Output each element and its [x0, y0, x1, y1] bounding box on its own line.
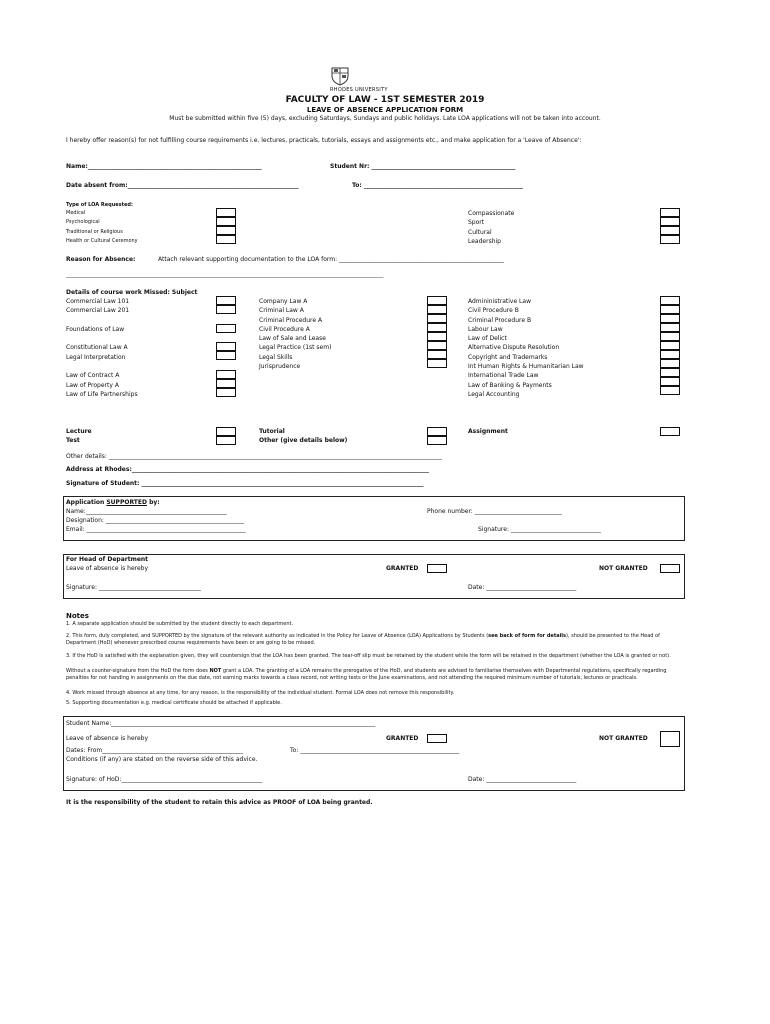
loa-type-option: Health or Cultural Ceremony [66, 237, 138, 244]
loa-type-heading: Type of LOA Requested: [66, 202, 133, 208]
col3-checkbox[interactable] [660, 377, 680, 386]
intro-statement: I hereby offer reason(s) for not fulfilling course requirements i.e. lectures, practicals, tutorials, essays and assignments etc., and make application for a 'Leave of Absence': [66, 137, 582, 144]
course-item: Law of Delict [468, 335, 507, 343]
assignment-label: Assignment [468, 428, 508, 435]
col2-checkbox[interactable] [427, 323, 447, 332]
loa-type-option: Compassionate [468, 210, 515, 217]
course-item [66, 316, 138, 325]
loa-cultural-checkbox[interactable] [660, 226, 680, 235]
university-name: RHODES UNIVERSITY [330, 87, 388, 93]
course-item: Legal Accounting [468, 390, 520, 398]
col1-checkbox[interactable] [216, 379, 236, 388]
slip-leave-label: Leave of absence is hereby [66, 735, 149, 742]
support-label-pre: Application [66, 499, 107, 506]
other-label: Other (give details below) [259, 437, 348, 444]
col2-checkbox[interactable] [427, 305, 447, 314]
course-item [66, 362, 138, 371]
loa-psychological-checkbox[interactable] [216, 217, 236, 226]
col1-checkbox[interactable] [216, 324, 236, 333]
note-3b-text-a: Without a counter-signature from the HoD the form does [66, 668, 210, 674]
col2-checkbox[interactable] [427, 341, 447, 350]
course-item: Commercial Law 201 [66, 307, 130, 315]
lecture-label: Lecture [66, 428, 92, 435]
reason-label: Reason for Absence: [66, 256, 136, 263]
course-item: Legal Interpretation [66, 353, 126, 361]
col2-checkbox[interactable] [427, 332, 447, 341]
slip-hod-signature-field[interactable]: Signature: of HoD:_______________________________________________ [66, 776, 263, 783]
courses-heading: Details of course work Missed: Subject [66, 289, 198, 296]
slip-granted-checkbox[interactable] [427, 734, 447, 743]
support-label-post: by: [146, 499, 160, 506]
course-item [66, 334, 138, 343]
hod-leave-label: Leave of absence is hereby [66, 565, 149, 572]
support-heading [66, 499, 160, 506]
course-item: Criminal Law A [259, 307, 304, 315]
col3-checkbox[interactable] [660, 305, 680, 314]
loa-type-option: Leadership [468, 237, 501, 245]
note-3: 3. If the HoD is satisfied with the explanation given, they will countersign that the LOA has been granted. The tear-off slip must be retained by the student while the form will be retained in the department (whether the LOA is granted or not). [66, 653, 671, 659]
col3-checkbox[interactable] [660, 350, 680, 359]
note-2 [66, 633, 686, 647]
hod-signature-field[interactable]: Signature: __________________________________ [66, 584, 201, 591]
courses-col2 [259, 297, 331, 371]
col2-checkbox[interactable] [427, 296, 447, 305]
name-field[interactable]: Name:__________________________________________________________ [66, 163, 262, 170]
support-signature-field[interactable]: Signature: ______________________________ [478, 526, 601, 533]
slip-conditions-note: Conditions (if any) are stated on the reverse side of this advice. [66, 756, 258, 763]
col3-checkbox[interactable] [660, 341, 680, 350]
slip-dates-to-field[interactable]: To: _____________________________________________________ [290, 747, 460, 754]
course-item: Int Human Rights & Humanitarian Law [468, 363, 584, 371]
loa-compassionate-checkbox[interactable] [660, 208, 680, 217]
loa-type-option: Cultural [468, 228, 492, 236]
col2-checkbox[interactable] [427, 350, 447, 359]
note-3b [66, 668, 686, 682]
col1-checkbox[interactable] [216, 305, 236, 314]
note-5: 5. Supporting documentation e.g. medical certificate should be attached if applicable. [66, 700, 282, 706]
course-item: Company Law A [259, 298, 308, 305]
col3-checkbox[interactable] [660, 332, 680, 341]
hod-date-field[interactable]: Date: ______________________________ [468, 584, 577, 591]
hod-not-granted-label: NOT GRANTED [599, 565, 648, 572]
course-item: Law of Life Partnerships [66, 390, 138, 398]
support-label-supported: SUPPORTED [106, 499, 147, 506]
date-absent-from-field[interactable]: Date absent from:_________________________________________________________ [66, 182, 299, 189]
course-item: Constitutional Law A [66, 344, 128, 352]
support-designation-field[interactable]: Designation: ______________________________________________ [66, 517, 244, 524]
course-item: Law of Sale and Lease [259, 335, 326, 343]
form-title: FACULTY OF LAW - 1ST SEMESTER 2019 [285, 95, 485, 105]
slip-dates-from-field[interactable]: Dates: From_______________________________________________ [66, 747, 244, 754]
submission-note: Must be submitted within five (5) days, excluding Saturdays, Sundays and public holidays. Late LOA applications will not be taken into account. [169, 115, 601, 122]
loa-type-left-list [66, 209, 138, 246]
col3-checkbox[interactable] [660, 323, 680, 332]
course-item: International Trade Law [468, 372, 539, 380]
student-nr-field[interactable]: Student Nr: ________________________________________________ [330, 163, 516, 170]
tutorial-checkbox[interactable] [427, 427, 447, 436]
loa-leadership-checkbox[interactable] [660, 235, 680, 244]
student-signature-field[interactable]: Signature of Student: ______________________________________________________________________________________________ [66, 480, 424, 487]
loa-health-checkbox[interactable] [216, 235, 236, 244]
slip-student-name-field[interactable]: Student Name:________________________________________________________________________________________ [66, 720, 376, 727]
hod-heading: For Head of Department [66, 556, 149, 563]
course-item: Legal Practice (1st sem) [259, 344, 332, 352]
col1-checkbox[interactable] [216, 388, 236, 397]
date-absent-to-field[interactable]: To: _____________________________________________________ [352, 182, 523, 189]
support-email-field[interactable]: Email: _____________________________________________________ [66, 526, 246, 533]
course-item: Law of Banking & Payments [468, 381, 552, 389]
slip-granted-label: GRANTED [386, 735, 419, 742]
hod-section [63, 554, 685, 599]
tutorial-label: Tutorial [259, 428, 285, 435]
assignment-checkbox[interactable] [660, 427, 680, 436]
col1-checkbox[interactable] [216, 370, 236, 379]
note-3b-text-b: grant a LOA. The granting of a LOA remains the prerogative of the HoD, and students are advised to familiarise themselves with Departmental regulations, specifically regarding penalties for not handing in assignments on the due date, not earning marks towards a class record, not writing tests or the June examinations, and not attending the required minimum number of tutorials, lectures or practicals. [66, 668, 667, 681]
hod-not-granted-checkbox[interactable] [660, 564, 680, 573]
note-2-text-c: ), should be presented to the Head of Department (HoD) whenever prescribed course requirements have been or are going to be missed. [66, 633, 660, 646]
col2-checkbox[interactable] [427, 314, 447, 323]
loa-type-option: Sport [468, 219, 485, 227]
loa-type-option: Traditional or Religious [66, 228, 123, 235]
courses-col3 [468, 297, 584, 399]
slip-not-granted-label: NOT GRANTED [599, 735, 648, 742]
course-item: Copyright and Trademarks [468, 353, 548, 361]
note-3b-not: NOT [209, 668, 222, 674]
col3-checkbox[interactable] [660, 368, 680, 377]
reason-field-line2[interactable]: _______________________________________________________________________________________________________________________________ [66, 272, 384, 278]
course-item: Legal Skills [259, 353, 293, 361]
note-4: 4. Work missed through absence at any time, for any reason, is the responsibility of the individual student. Formal LOA does not remove this responsibility. [66, 690, 455, 696]
loa-traditional-checkbox[interactable] [216, 226, 236, 235]
slip-not-granted-checkbox[interactable] [660, 731, 680, 747]
other-checkbox[interactable] [427, 436, 447, 445]
footer-notice: It is the responsibility of the student to retain this advice as PROOF of LOA being granted. [66, 799, 373, 806]
support-phone-field[interactable]: Phone number: _____________________________ [427, 508, 562, 515]
university-crest-logo [329, 66, 351, 86]
course-item: Civil Procedure A [259, 325, 310, 333]
hod-granted-checkbox[interactable] [427, 564, 447, 573]
note-2-text-bold: see back of form for details [488, 633, 566, 639]
support-name-field[interactable]: Name:_______________________________________________ [66, 508, 227, 515]
slip-date-field[interactable]: Date: ______________________________ [468, 776, 577, 783]
col3-checkbox[interactable] [660, 314, 680, 323]
course-item: Admininistrative Law [468, 298, 531, 305]
col2-checkbox[interactable] [427, 359, 447, 368]
hod-granted-label: GRANTED [386, 565, 419, 572]
note-2-text-a: 2. This form, duly completed, and SUPPORTED by the signature of the relevant authority as indicated in the Policy for Leave of Absence (LOA) Applications by Students ( [66, 633, 489, 639]
address-field[interactable]: Address at Rhodes:___________________________________________________________________________________________________ [66, 466, 429, 473]
test-label: Test [66, 437, 80, 444]
col1-checkbox[interactable] [216, 342, 236, 351]
col3-checkbox[interactable] [660, 386, 680, 395]
col3-checkbox[interactable] [660, 359, 680, 368]
reason-field[interactable]: Attach relevant supporting documentation to the LOA form: _______________________________________________________ [158, 256, 504, 263]
loa-type-right-list [468, 209, 514, 246]
loa-medical-checkbox[interactable] [216, 208, 236, 217]
lecture-checkbox[interactable] [216, 427, 236, 436]
test-checkbox[interactable] [216, 436, 236, 445]
course-item: Criminal Procedure B [468, 316, 532, 324]
course-item: Criminal Procedure A [259, 316, 323, 324]
loa-type-option: Psychological [66, 219, 100, 226]
course-item: Law of Property A [66, 381, 119, 389]
loa-sport-checkbox[interactable] [660, 217, 680, 226]
col1-checkbox[interactable] [216, 296, 236, 305]
form-subtitle: LEAVE OF ABSENCE APPLICATION FORM [306, 106, 464, 114]
col1-checkbox[interactable] [216, 351, 236, 360]
col3-checkbox[interactable] [660, 296, 680, 305]
notes-heading: Notes [66, 612, 89, 620]
loa-type-option: Medical [66, 210, 86, 216]
course-item: Commercial Law 101 [66, 298, 130, 305]
course-item: Foundations of Law [66, 325, 125, 333]
other-details-field[interactable]: Other details: _______________________________________________________________________________________________________________ [66, 453, 442, 460]
courses-col1 [66, 297, 138, 399]
note-1: 1. A separate application should be submitted by the student directly to each department. [66, 621, 294, 627]
course-item: Alternative Dispute Resolution [468, 344, 560, 352]
course-item: Labour Law [468, 325, 503, 333]
course-item: Law of Contract A [66, 372, 120, 380]
course-item: Jurisprudence [259, 363, 301, 371]
course-item: Civil Procedure B [468, 307, 519, 315]
